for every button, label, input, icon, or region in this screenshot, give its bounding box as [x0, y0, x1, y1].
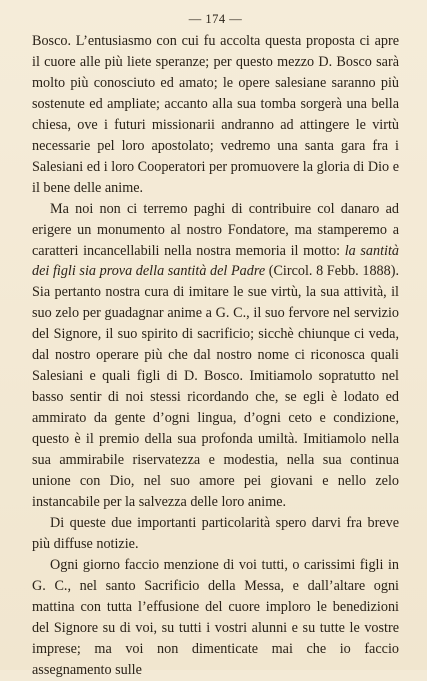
body-text — [32, 31, 399, 681]
text-segment: Bosco. L’entusiasmo con cui fu accolta questa proposta ci apre il cuore alle più liete speranze; per questo mezzo D. Bosco sarà molto più conosciuto ed amato; le opere salesiane saranno più sostenute ed ampliate; accanto alla sua tomba sorgerà una bella chiesa, ove i futuri missionarii andranno ad attingere le virtù necessarie pel loro apostolato; vedremo una santa gara fra i Salesiani ed i loro Cooperatori per promuovere la gloria di Dio e il bene delle anime. — [32, 33, 399, 196]
paragraph — [32, 31, 399, 199]
italic-text: la santità dei figli sia prova della santità del Padre — [32, 242, 399, 280]
page-number: — 174 — — [188, 12, 243, 26]
text-segment: (Circol. 8 Febb. 1888). Sia pertanto nostra cura di imitare le sue virtù, la sua attività, il suo zelo per guadagnar anime a G. C., il suo fervore nel servizio del Signore, il suo spirito di sacrificio; sicchè chiunque ci veda, dal nostro operare più che dal nostro nome ci riconosca quali Salesiani e quali figli di D. Bosco. Imitiamolo sopratutto nel basso sentir di noi stessi ricordando che, se egli è lodato ed ammirato da gente d’ogni lingua, d’ogni ceto e condizione, questo è il premio della sua profonda umiltà. Imitiamolo nella sua ammirabile riservatezza e modestia, nella sua continua unione con Dio, nel suo amore pei giovani e nello zelo instancabile per la salvezza delle loro anime. — [32, 263, 399, 510]
text-segment: Di queste due importanti particolarità spero darvi fra breve più diffuse notizie. — [32, 514, 399, 552]
text-segment: Ogni giorno faccio menzione di voi tutti, o carissimi figli in G. C., nel santo Sacrificio della Messa, e dall’altare ogni mattina con tutta l’effusione del cuore imploro le benedizioni del Signore su di voi, su tutti i vostri alunni e su tutte le vostre imprese; ma voi non dimenticate mai che io faccio assegnamento sulle — [32, 556, 399, 678]
text-segment: Ma noi non ci terremo paghi di contribuire col danaro ad erigere un monumento al nostro Fondatore, ma stamperemo a caratteri incancellabili nella nostra memoria il motto: — [32, 200, 399, 259]
paragraph — [32, 513, 399, 555]
paragraph — [32, 555, 399, 681]
paragraph — [32, 199, 399, 513]
